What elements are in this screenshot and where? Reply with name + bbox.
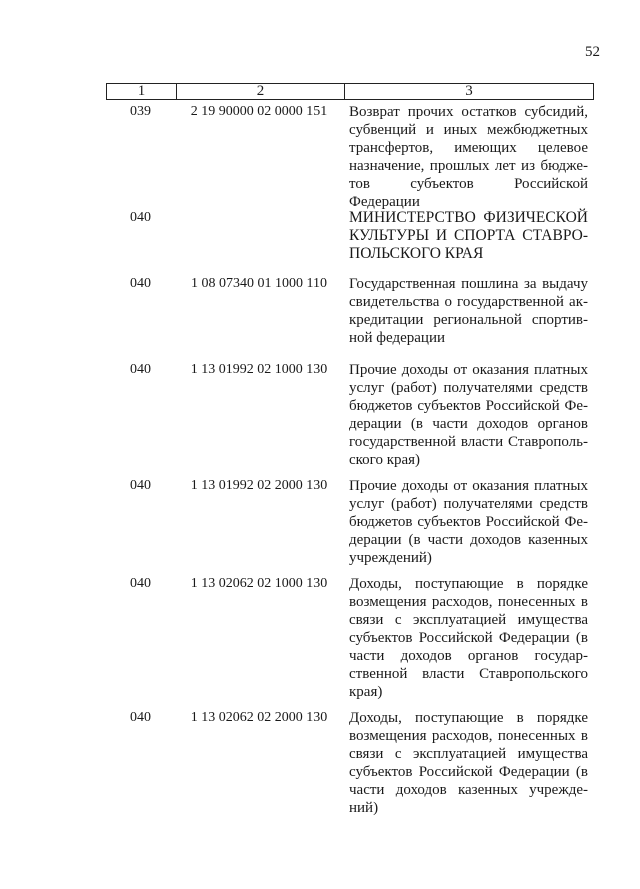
revenue-code: 1 13 02062 02 2000 130 xyxy=(190,710,328,725)
header-col-3: 3 xyxy=(344,84,593,99)
table-row xyxy=(106,709,594,817)
revenue-code: 1 13 01992 02 1000 130 xyxy=(190,362,328,377)
revenue-code: 1 13 01992 02 2000 130 xyxy=(190,478,328,493)
table-row xyxy=(106,361,594,477)
table-header xyxy=(106,83,594,100)
revenue-name: Доходы, поступающие в порядке возмещения расходов, понесенных в связи с эксплуатацией имущества субъектов Российской Федерации (в части доходов казенных учреждений) xyxy=(349,710,588,816)
admin-code: 040 xyxy=(130,210,151,225)
admin-code: 040 xyxy=(130,576,151,591)
page-number: 52 xyxy=(585,44,600,60)
header-col-1: 1 xyxy=(137,83,146,99)
revenue-name: Возврат прочих остатков субсидий, субвенций и иных межбюджетных трансфертов, имеющих целевое назначение, прошлых лет из бюджетов субъектов Российской Федерации xyxy=(349,104,588,210)
revenue-name: Доходы, поступающие в порядке возмещения расходов, понесенных в связи с эксплуатацией имущества субъектов Российской Федерации (в части доходов органов государственной власти Ставропольского края) xyxy=(349,576,588,700)
admin-code: 040 xyxy=(130,276,151,291)
ministry-heading: МИНИСТЕРСТВО ФИЗИЧЕСКОЙ КУЛЬТУРЫ И СПОРТА СТАВРОПОЛЬСКОГО КРАЯ xyxy=(349,209,588,262)
admin-code: 040 xyxy=(130,362,151,377)
table-row xyxy=(106,477,594,575)
revenue-name: Прочие доходы от оказания платных услуг (работ) получателями средств бюджетов субъектов Российской Федерации (в части доходов казенных учреждений) xyxy=(349,478,588,566)
admin-code: 040 xyxy=(130,478,151,493)
revenue-name: Прочие доходы от оказания платных услуг (работ) получателями средств бюджетов субъектов Российской Федерации (в части доходов органов государственной власти Ставропольского края) xyxy=(349,362,588,468)
revenue-name: Государственная пошлина за выдачу свидетельства о государственной аккредитации региональной спортивной федерации xyxy=(349,276,588,346)
admin-code: 040 xyxy=(130,710,151,725)
table-body xyxy=(106,103,594,817)
table-row xyxy=(106,275,594,361)
table-row xyxy=(106,103,594,209)
revenue-code: 2 19 90000 02 0000 151 xyxy=(190,104,328,119)
header-col-2: 2 xyxy=(176,84,344,99)
table-row xyxy=(106,209,594,275)
revenue-code: 1 08 07340 01 1000 110 xyxy=(191,276,327,291)
revenue-code: 1 13 02062 02 1000 130 xyxy=(190,576,328,591)
table-row xyxy=(106,575,594,709)
admin-code: 039 xyxy=(130,104,151,119)
